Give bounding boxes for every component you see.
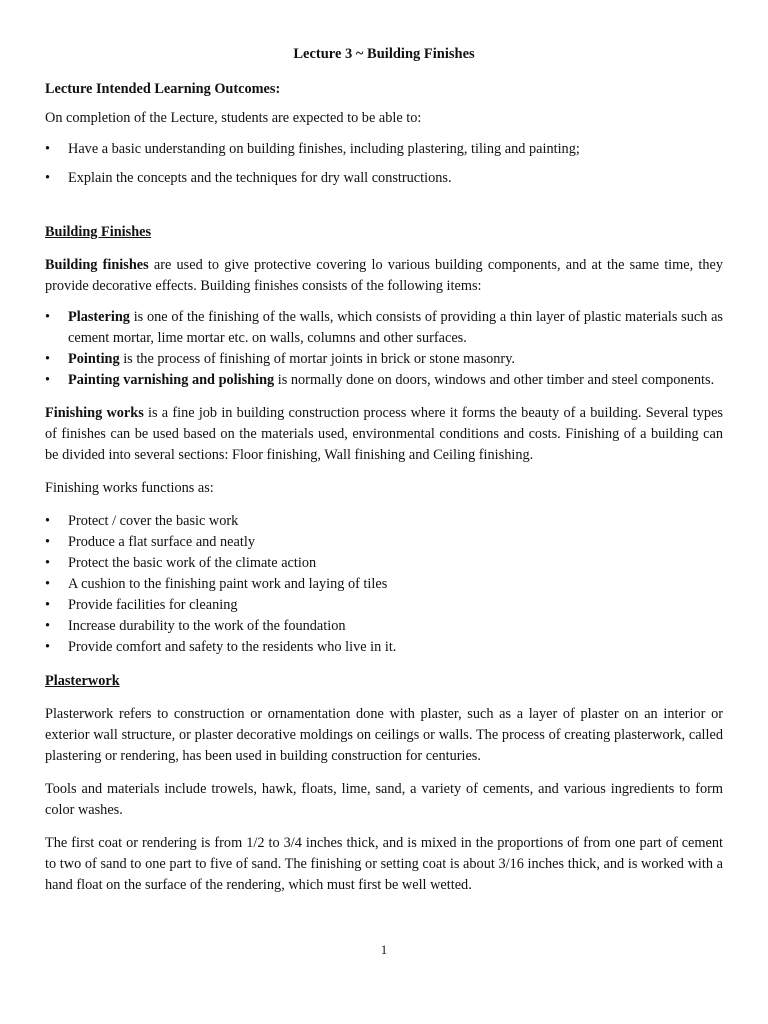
paragraph: Building finishes are used to give protective covering lo various building components, and at the same time, they provide decorative effects. Building finishes consists of the following items:	[45, 257, 723, 294]
list-item: • Plastering is one of the finishing of the walls, which consists of providing a thin layer of plastic materials such as cement mortar, lime mortar etc. on walls, columns and other surfaces.	[45, 309, 723, 346]
paragraph: The first coat or rendering is from 1/2 to 3/4 inches thick, and is mixed in the proportions of from one part of cement to two of sand to one part to five of sand. The finishing or setting coat is about 3/16 inches thick, and is worked with a hand float on the surface of the rendering, which must first be well wetted.	[45, 835, 723, 893]
paragraph: Finishing works is a fine job in building construction process where it forms the beauty of a building. Several types of finishes can be used based on the materials used, environmental conditions and costs. Finishing of a building can be divided into several sections: Floor finishing, Wall finishing and Ceiling finishing.	[45, 405, 723, 463]
page-title: Lecture 3 ~ Building Finishes	[293, 46, 475, 62]
list-item: • Increase durability to the work of the foundation	[45, 616, 723, 637]
list-item: • Explain the concepts and the techniques for dry wall constructions.	[45, 168, 723, 189]
bullet-icon: •	[45, 597, 51, 613]
bullet-icon: •	[45, 534, 51, 550]
bullet-icon: •	[45, 576, 51, 592]
list-item: • Produce a flat surface and neatly	[45, 532, 723, 553]
functions-list	[45, 511, 723, 658]
bullet-icon: •	[45, 639, 51, 655]
bullet-icon: •	[45, 309, 51, 325]
bullet-icon: •	[45, 513, 51, 529]
bullet-icon: •	[45, 618, 51, 634]
functions-intro: Finishing works functions as:	[45, 480, 214, 496]
bullet-icon: •	[45, 372, 51, 388]
bullet-icon: •	[45, 351, 51, 367]
list-item: • Protect / cover the basic work	[45, 511, 723, 532]
outcomes-list	[45, 139, 723, 189]
bullet-icon: •	[45, 555, 51, 571]
paragraph: Plasterwork refers to construction or ornamentation done with plaster, such as a layer of plaster on an interior or exterior wall structure, or plaster decorative moldings on ceilings or walls. The process of creating plasterwork, called plastering or rendering, has been used in building construction for centuries.	[45, 706, 723, 764]
document-body	[45, 79, 723, 896]
bullet-icon: •	[45, 141, 51, 157]
section-heading-building-finishes: Building Finishes	[45, 224, 152, 240]
outcomes-intro: On completion of the Lecture, students are expected to be able to:	[45, 110, 422, 126]
list-item: • A cushion to the finishing paint work and laying of tiles	[45, 574, 723, 595]
list-item: • Pointing is the process of finishing of mortar joints in brick or stone masonry.	[45, 349, 723, 370]
page-number: 1	[380, 943, 388, 957]
bullet-icon: •	[45, 170, 51, 186]
list-item: • Provide comfort and safety to the residents who live in it.	[45, 637, 723, 658]
list-item: • Protect the basic work of the climate action	[45, 553, 723, 574]
list-item: • Have a basic understanding on building finishes, including plastering, tiling and painting;	[45, 139, 723, 160]
outcomes-heading: Lecture Intended Learning Outcomes:	[45, 81, 281, 97]
list-item: • Painting varnishing and polishing is normally done on doors, windows and other timber and steel components.	[45, 370, 723, 391]
list-item: • Provide facilities for cleaning	[45, 595, 723, 616]
finishes-list	[45, 307, 723, 391]
section-heading-plasterwork: Plasterwork	[45, 673, 120, 689]
paragraph: Tools and materials include trowels, hawk, floats, lime, sand, a variety of cements, and various ingredients to form color washes.	[45, 781, 723, 818]
